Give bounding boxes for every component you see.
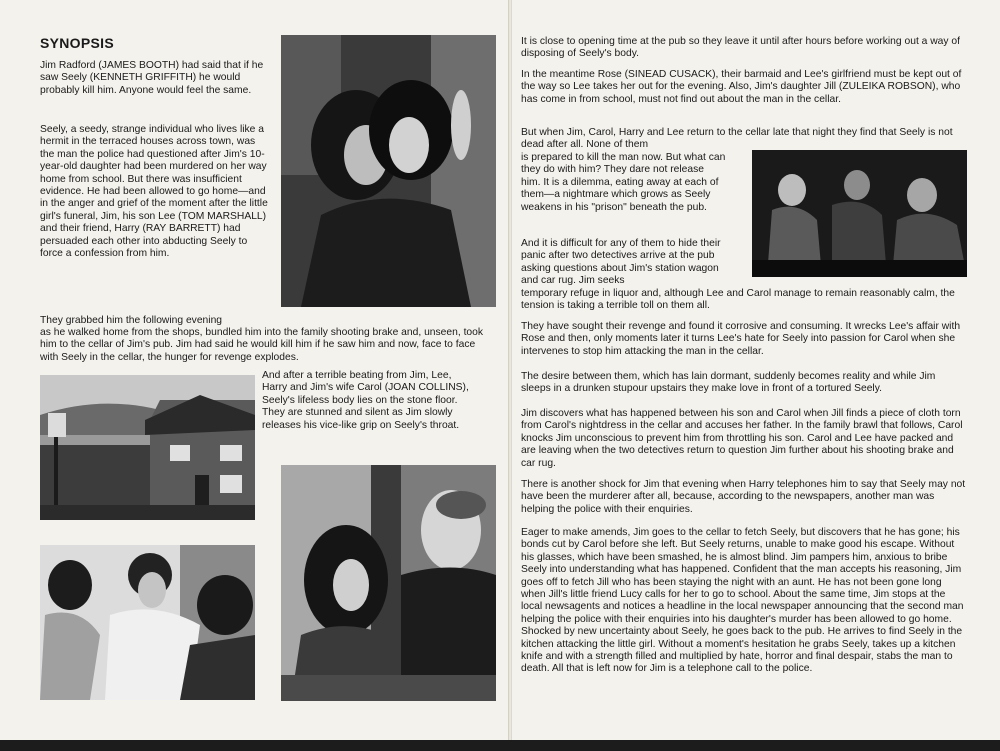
right-paragraph-4-start: And it is difficult for any of them to hide their panic after two detectives arrive at the pub asking questions about Jim's station wagon and car rug. Jim seeks xyxy=(521,238,721,287)
photo-pub-exterior xyxy=(40,375,255,520)
right-paragraph-3-rest: is prepared to kill the man now. But what can they do with him? They dare not release him. It is a dilemma, eating away at each of them—a nightmare which grows as Seely weakens in his "prison" beneath the pub. xyxy=(521,152,726,213)
right-paragraph-5: They have sought their revenge and found it corrosive and consuming. It wrecks Lee's affair with Rose and then, only moments later it turns Lee's hate for Seely into passion for Carol when she intervenes to stop him attacking the man in the cellar. xyxy=(521,321,961,357)
right-paragraph-2: In the meantime Rose (SINEAD CUSACK), their barmaid and Lee's girlfriend must be kept out of the way so Lee takes her out for the evening. Also, Jim's daughter Jill (ZULEIKA ROBSON), who has come in from school, must not find out about the man in the cellar. xyxy=(521,69,962,105)
left-paragraph-1: Jim Radford (JAMES BOOTH) had said that if he saw Seely (KENNETH GRIFFITH) he would probably kill him. Anyone would feel the same. xyxy=(40,60,264,96)
bottom-edge xyxy=(0,740,1000,751)
synopsis-heading: SYNOPSIS xyxy=(40,35,114,51)
left-paragraph-3-rest: as he walked home from the shops, bundled him into the family shooting brake and, unseen, took him to the cellar of Jim's pub. Jim had said he would kill him if he saw him and now, face to face with Seely in the cellar, the hunger for revenge explodes. xyxy=(40,327,484,363)
right-paragraph-4-rest: temporary refuge in liquor and, although Lee and Carol manage to remain reasonably calm, the tension is taking a terrible toll on them all. xyxy=(521,288,955,312)
right-paragraph-8: There is another shock for Jim that evening when Harry telephones him to say that Seely may not have been the murderer after all, because, according to the newspapers, another man was helping the police with their enquiries. xyxy=(521,479,966,515)
photo-couple-embrace xyxy=(281,35,496,307)
page-fold xyxy=(508,0,512,742)
right-paragraph-3-start: But when Jim, Carol, Harry and Lee return to the cellar late that night they find that Seely is not dead after all. None of them xyxy=(521,127,953,151)
right-paragraph-9: Eager to make amends, Jim goes to the cellar to fetch Seely, but discovers that he has gone; his bonds cut by Carol before she left. But Seely returns, unable to make good his escape. Without his glasses, which have been smashed, he is almost blind. Jim pampers him, anxious to bribe Seely into understanding what has happened. Confident that the man accepts his reasoning, Jim goes off to fetch Jill who has been staying the night with an aunt. He has not been gone long when Jill's little friend Lucy calls for her to go to school. About the same time, Jim stops at the local newsagents and notices a headline in the local newspaper announcing that the second man helping the police with their enquiries into his daughter's murder has been allowed to go home. Shocked by new uncertainty about Seely, he goes back to the pub. He arrives to find Seely in the kitchen attacking the little girl. Without a moment's hesitation he grabs Seely, takes up a kitchen knife and with a strength filled and multiplied by hate, horror and final despair, stabs the man to death. All that is left now for Jim is a telephone call to the police. xyxy=(521,527,964,675)
photo-cellar-scene xyxy=(752,150,967,277)
right-paragraph-7: Jim discovers what has happened between his son and Carol when Jill finds a piece of cloth torn from Carol's nightdress in the cellar and accuses her father. In the family brawl that follows, Carol knocks Jim unconscious to prevent him from throttling his son. Carol and Lee have packed and are leaving when the two detectives return to question Jim further about his shooting brake and car rug. xyxy=(521,408,963,469)
photo-girl-and-man xyxy=(281,465,496,701)
left-paragraph-2: Seely, a seedy, strange individual who lives like a hermit in the terraced houses across town, was the man the police had questioned after Jim's 10-year-old daughter had been murdered on her way home from school. But there was insufficient evidence. He had been allowed to go home—and in the anger and grief of the moment after the little girl's funeral, Jim, his son Lee (TOM MARSHALL) and their friend, Harry (RAY BARRETT) had persuaded each other into abducting Seely to force a confession from him. xyxy=(40,124,268,260)
left-paragraph-4: And after a terrible beating from Jim, Lee, Harry and Jim's wife Carol (JOAN COLLINS), Seely's lifeless body lies on the stone floor. They are stunned and silent as Jim slowly releases his vice-like grip on Seely's throat. xyxy=(262,370,469,431)
right-paragraph-1: It is close to opening time at the pub so they leave it until after hours before working out a way of disposing of Seely's body. xyxy=(521,36,961,60)
photo-fight-scene xyxy=(40,545,255,700)
left-paragraph-3-start: They grabbed him the following evening xyxy=(40,315,223,326)
right-paragraph-6: The desire between them, which has lain dormant, suddenly becomes reality and while Jim sleeps in a drunken stupour upstairs they make love in front of a tortured Seely. xyxy=(521,371,936,395)
